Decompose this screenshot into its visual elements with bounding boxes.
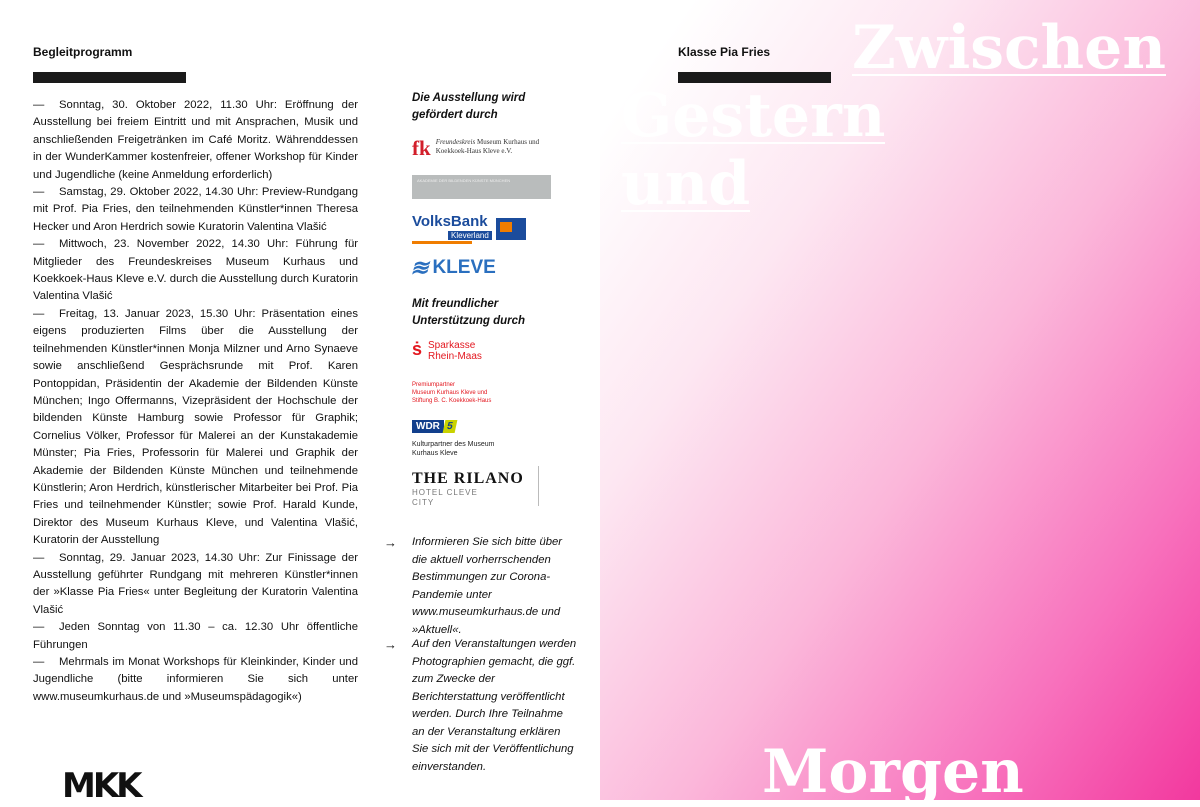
sparkasse-caption: Premiumpartner Museum Kurhaus Kleve und Stiftung B. C. Koekkoek-Haus [412,382,492,404]
sparkasse-logo: ṡ Sparkasse Rhein-Maas [412,339,482,362]
title-word-3: und [621,149,751,219]
class-heading-block [678,45,831,83]
event-list [33,97,358,706]
arrow-icon: → [384,535,397,550]
arrow-icon: → [384,637,397,652]
akademie-logo: AKADEMIE DER BILDENDEN KÜNSTE MÜNCHEN [412,175,551,199]
event-item: — Sonntag, 29. Januar 2023, 14.30 Uhr: Zur Finissage der Ausstellung geführter Rundgang mit mehreren Künstler*innen der »Klasse Pia Fries« unter Begleitung der Kuratorin Valentina Vlašić [33,551,358,616]
wdr-caption: Kulturpartner des Museum Kurhaus Kleve [412,441,495,457]
support-title: Die Ausstellung wird gefördert durch [412,92,526,121]
event-item: — Mittwoch, 23. November 2022, 14.30 Uhr: Führung für Mitglieder des Freundeskreises Museum Kurhaus und Koekkoek-Haus Kleve e.V. durch die Ausstellung durch Kuratorin Valentina Vlašić [33,238,358,303]
wave-icon: ≋ [408,255,434,280]
rilano-logo: THE RILANO HOTEL CLEVE CITY [412,470,524,507]
volksbank-mark-icon [496,218,526,240]
program-heading: Begleitprogramm [33,45,133,59]
program-column [33,45,358,706]
event-item: — Freitag, 13. Januar 2023, 15.30 Uhr: Präsentation eines eigens produzierten Films über die Ausstellung der teilnehmenden Künstler*innen Monja Milzner und Arno Synaeve sowie anschließend Gesprächsrunde mit Prof. Karen Pontoppidan, Präsidentin der Akademie der Bildenden Künste München; Ingo Offermanns, Vizepräsident der Hochschule der bildenden Künste Hamburg sowie Professor für Graphik; Cornelius Völker, Professor für Malerei an der Kunstakademie Münster; Pia Fries, Professorin für Malerei und Graphik der Akademie der Bildenden Künste München und teilnehmende Künstlerin; Aron Herdrich, künstlerischer Mitarbeiter bei Prof. Pia Fries und teilnehmender Künstler; sowie Prof. Harald Kunde, Direktor des Museum Kurhaus Kleve, und Valentina Vlašić, Kuratorin der Ausstellung [33,307,358,547]
title-word-4: Morgen [762,737,1024,807]
corona-note: Informieren Sie sich bitte über die aktuell vorherrschenden Bestimmungen zur Corona-Pandemie unter www.museumkurhaus.de und »Aktuell«. [412,536,563,636]
photo-note: Auf den Veranstaltungen werden Photographien gemacht, die ggf. zum Zwecke der Berichterstattung veröffentlicht werden. Durch Ihre Teilnahme an der Veranstaltung erklären Sie sich mit der Veröffentlichung einverstanden. [412,638,577,773]
event-item: — Samstag, 29. Oktober 2022, 14.30 Uhr: Preview-Rundgang mit Prof. Pia Fries, den teilnehmenden Künstler*innen Theresa Hecker und Aron Herdrich sowie Kuratorin Valentina Vlašić [33,186,358,233]
event-item: — Jeden Sonntag von 11.30 – ca. 12.30 Uhr öffentliche Führungen [33,621,358,651]
freundeskreis-logo: fk Freundeskreis Museum Kurhaus und Koekkoek-Haus Kleve e.V. [412,136,540,160]
sparkasse-icon: ṡ [412,339,423,359]
class-heading: Klasse Pia Fries [678,45,771,59]
support2-title: Mit freundlicher Unterstützung durch [412,298,526,327]
wdr5-logo: WDR 5 [412,420,455,433]
title-word-2: Gestern [621,81,886,151]
kleve-logo: ≋ KLEVE [408,255,496,280]
event-item: — Mehrmals im Monat Workshops für Kleinkinder, Kinder und Jugendliche (bitte informieren Sie sich unter www.museumkurhaus.de und »Museumspädagogik«) [33,656,358,703]
event-item: — Sonntag, 30. Oktober 2022, 11.30 Uhr: Eröffnung der Ausstellung bei freiem Eintritt und mit Ansprachen, Musik und anschließenden Freigetränken im Café Moritz. Währenddessen in der WunderKammer kostenfreier, offener Workshop für Kinder und Jugendliche (keine Anmeldung erforderlich) [33,99,358,181]
volksbank-logo: VolksBank Kleverland [412,213,526,244]
heading-bar [33,72,186,83]
divider [538,466,539,506]
mkk-logo: MKK [62,766,140,806]
title-word-1: Zwischen [852,13,1166,83]
